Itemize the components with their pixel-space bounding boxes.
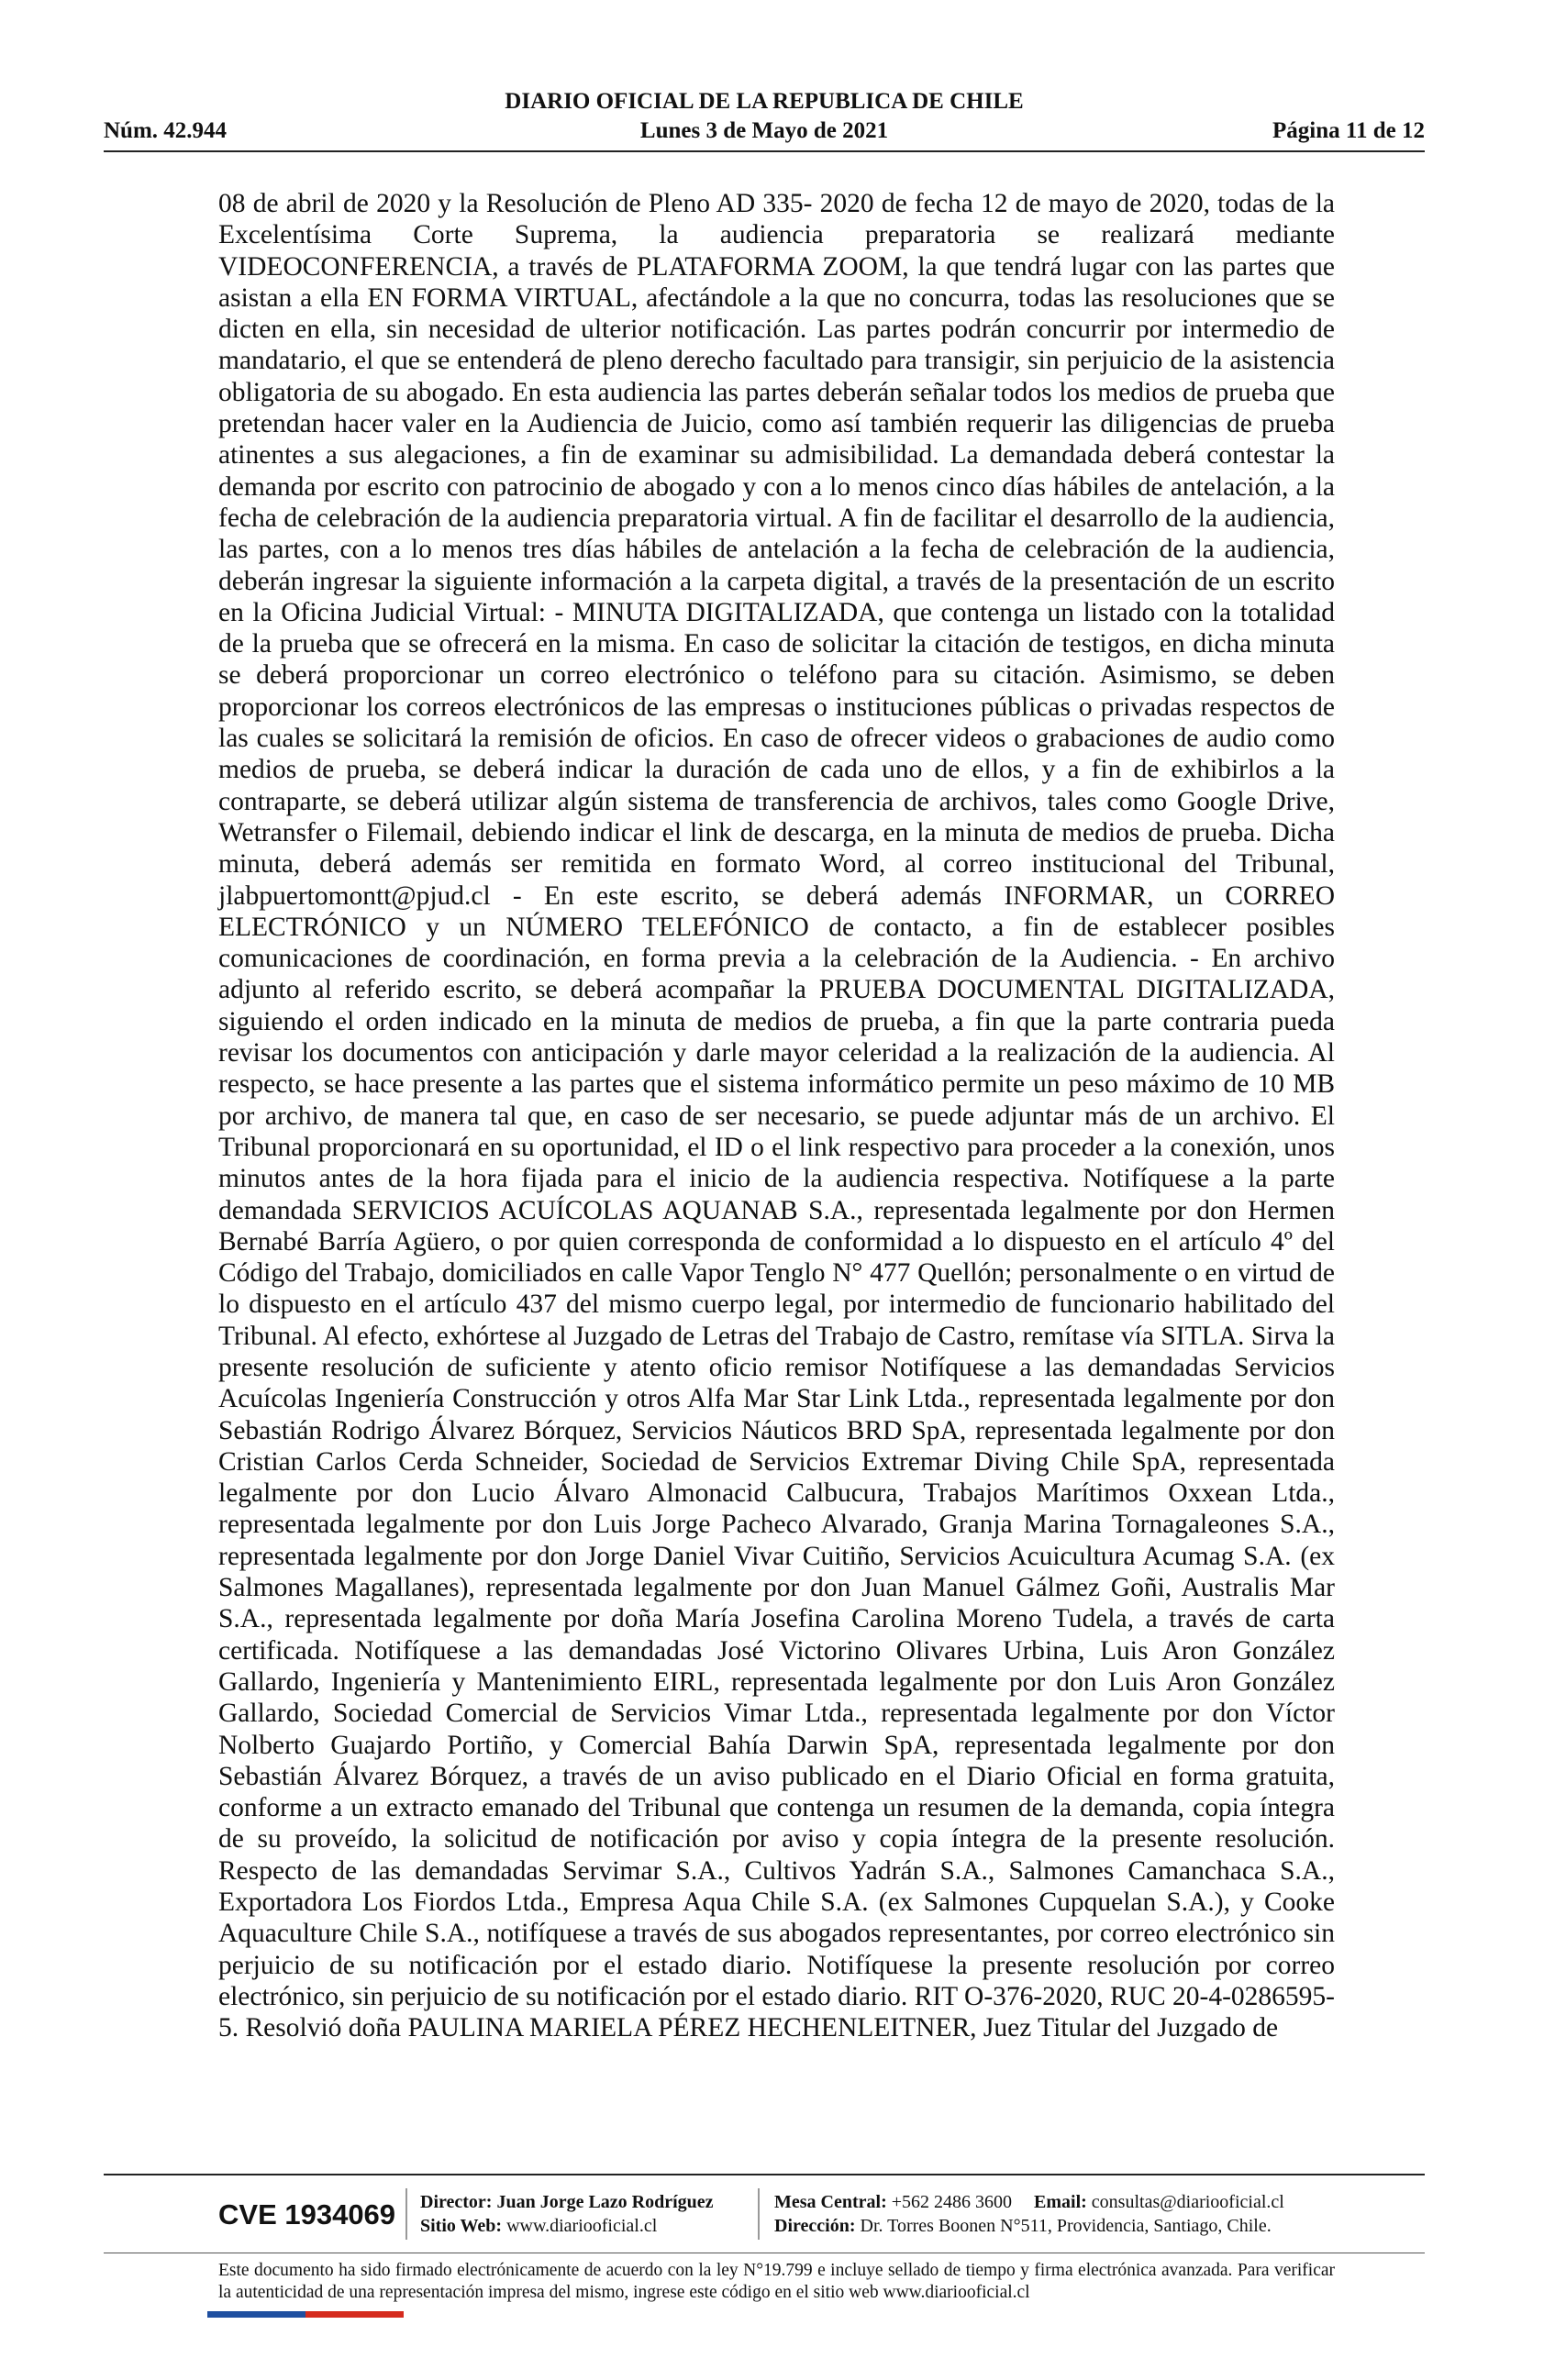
site-link[interactable]: www.diariooficial.cl	[506, 2216, 658, 2236]
phone-label: Mesa Central:	[774, 2192, 887, 2212]
footer-divider	[104, 2174, 1425, 2175]
flag-stripe	[207, 2311, 404, 2318]
publication-date: Lunes 3 de Mayo de 2021	[639, 118, 889, 143]
page-number: Página 11 de 12	[1272, 118, 1425, 143]
flag-stripe-red	[305, 2311, 404, 2318]
footer-separator	[405, 2188, 407, 2240]
footer-contact-block	[774, 2190, 1284, 2238]
body-text: 08 de abril de 2020 y la Resolución de Pleno AD 335- 2020 de fecha 12 de mayo de 2020, todas de la Excelentísima Corte Suprema, la audiencia preparatoria se realizará mediante VIDEOCONFERENCIA, a través de PLATAFORMA ZOOM, la que tendrá lugar con las partes que asistan a ella EN FORMA VIRTUAL, afectándole a la que no concurra, todas las resoluciones que se dicten en ella, sin necesidad de ulterior notificación. Las partes podrán concurrir por intermedio de mandatario, el que se entenderá de pleno derecho facultado para transigir, sin perjuicio de la asistencia obligatoria de su abogado. En esta audiencia las partes deberán señalar todos los medios de prueba que pretendan hacer valer en la Audiencia de Juicio, como así también requerir las diligencias de prueba atinentes a sus alegaciones, a fin de examinar su admisibilidad. La demandada deberá contestar la demanda por escrito con patrocinio de abogado y con a lo menos cinco días hábiles de antelación, a la fecha de celebración de la audiencia preparatoria virtual. A fin de facilitar el desarrollo de la audiencia, las partes, con a lo menos tres días hábiles de antelación a la fecha de celebración de la audiencia, deberán ingresar la siguiente información a la carpeta digital, a través de la presentación de un escrito en la Oficina Judicial Virtual: - MINUTA DIGITALIZADA, que contenga un listado con la totalidad de la prueba que se ofrecerá en la misma. En caso de solicitar la citación de testigos, en dicha minuta se deberá proporcionar un correo electrónico o teléfono para su citación. Asimismo, se deben proporcionar los correos electrónicos de las empresas o instituciones públicas o privadas respectos de las cuales se solicitará la remisión de oficios. En caso de ofrecer videos o grabaciones de audio como medios de prueba, se deberá indicar la duración de cada uno de ellos, y a fin de exhibirlos a la contraparte, se deberá utilizar algún sistema de transferencia de archivos, tales como Google Drive, Wetransfer o Filemail, debiendo indicar el link de descarga, en la minuta de medios de prueba. Dicha minuta, deberá además ser remitida en formato Word, al correo institucional del Tribunal, jlabpuertomontt@pjud.cl - En este escrito, se deberá además INFORMAR, un CORREO ELECTRÓNICO y un NÚMERO TELEFÓNICO de contacto, a fin de establecer posibles comunicaciones de coordinación, en forma previa a la celebración de la Audiencia. - En archivo adjunto al referido escrito, se deberá acompañar la PRUEBA DOCUMENTAL DIGITALIZADA, siguiendo el orden indicado en la minuta de medios de prueba, a fin que la parte contraria pueda revisar los documentos con anticipación y darle mayor celeridad a la realización de la audiencia. Al respecto, se hace presente a las partes que el sistema informático permite un peso máximo de 10 MB por archivo, de manera tal que, en caso de ser necesario, se puede adjuntar más de un archivo. El Tribunal proporcionará en su oportunidad, el ID o el link respectivo para proceder a la conexión, unos minutos antes de la hora fijada para el inicio de la audiencia respectiva. Notifíquese a la parte demandada SERVICIOS ACUÍCOLAS AQUANAB S.A., representada legalmente por don Hermen Bernabé Barría Agüero, o por quien corresponda de conformidad a lo dispuesto en el artículo 4º del Código del Trabajo, domiciliados en calle Vapor Tenglo N° 477 Quellón; personalmente o en virtud de lo dispuesto en el artículo 437 del mismo cuerpo legal, por intermedio de funcionario habilitado del Tribunal. Al efecto, exhórtese al Juzgado de Letras del Trabajo de Castro, remítase vía SITLA. Sirva la presente resolución de suficiente y atento oficio remisor Notifíquese a las demandadas Servicios Acuícolas Ingeniería Construcción y otros Alfa Mar Star Link Ltda., representada legalmente por don Sebastián Rodrigo Álvarez Bórquez, Servicios Náuticos BRD SpA, representada legalmente por don Cristian Carlos Cerda Schneider, Sociedad de Servicios Extremar Diving Chile SpA, representada legalmente por don Lucio Álvaro Almonacid Calbucura, Trabajos Marítimos Oxxean Ltda., representada legalmente por don Luis Jorge Pacheco Alvarado, Granja Marina Tornagaleones S.A., representada legalmente por don Jorge Daniel Vivar Cuitiño, Servicios Acuicultura Acumag S.A. (ex Salmones Magallanes), representada legalmente por don Juan Manuel Gálmez Goñi, Australis Mar S.A., representada legalmente por doña María Josefina Carolina Moreno Tudela, a través de carta certificada. Notifíquese a las demandadas José Victorino Olivares Urbina, Luis Aron González Gallardo, Ingeniería y Mantenimiento EIRL, representada legalmente por don Luis Aron González Gallardo, Sociedad Comercial de Servicios Vimar Ltda., representada legalmente por don Víctor Nolberto Guajardo Portiño, y Comercial Bahía Darwin SpA, representada legalmente por don Sebastián Álvarez Bórquez, a través de un aviso publicado en el Diario Oficial en forma gratuita, conforme a un extracto emanado del Tribunal que contenga un resumen de la demanda, copia íntegra de su proveído, la solicitud de notificación por aviso y copia íntegra de la presente resolución. Respecto de las demandadas Servimar S.A., Cultivos Yadrán S.A., Salmones Camanchaca S.A., Exportadora Los Fiordos Ltda., Empresa Aqua Chile S.A. (ex Salmones Cupquelan S.A.), y Cooke Aquaculture Chile S.A., notifíquese a través de sus abogados representantes, por correo electrónico sin perjuicio de su notificación por el estado diario. Notifíquese la presente resolución por correo electrónico, sin perjuicio de su notificación por el estado diario. RIT O-376-2020, RUC 20-4-0286595-5. Resolvió doña PAULINA MARIELA PÉREZ HECHENLEITNER, Juez Titular del Juzgado de	[218, 189, 1335, 2043]
email-label: Email:	[1034, 2192, 1087, 2212]
footer-director-block	[420, 2190, 714, 2238]
signature-disclaimer: Este documento ha sido firmado electrónicamente de acuerdo con la ley N°19.799 e incluye sellado de tiempo y firma electrónica avanzada. Para verificar la autenticidad de una representación impresa del mismo, ingrese este código en el sitio web www.diariooficial.cl	[218, 2261, 1335, 2302]
issue-number: Núm. 42.944	[104, 118, 228, 143]
address-value: Dr. Torres Boonen N°511, Providencia, Santiago, Chile.	[860, 2216, 1272, 2236]
director-label: Director:	[420, 2192, 493, 2212]
header-divider	[104, 150, 1425, 152]
footer-separator	[758, 2188, 760, 2240]
director-name: Juan Jorge Lazo Rodríguez	[496, 2192, 714, 2212]
address-label: Dirección:	[774, 2216, 856, 2236]
site-label: Sitio Web:	[420, 2216, 503, 2236]
flag-stripe-blue	[207, 2311, 305, 2318]
page-header	[104, 88, 1425, 147]
phone-value: +562 2486 3600	[891, 2192, 1013, 2212]
publication-title: DIARIO OFICIAL DE LA REPUBLICA DE CHILE	[505, 89, 1024, 114]
email-link[interactable]: consultas@diariooficial.cl	[1091, 2192, 1284, 2212]
cve-code: CVE 1934069	[218, 2198, 396, 2231]
